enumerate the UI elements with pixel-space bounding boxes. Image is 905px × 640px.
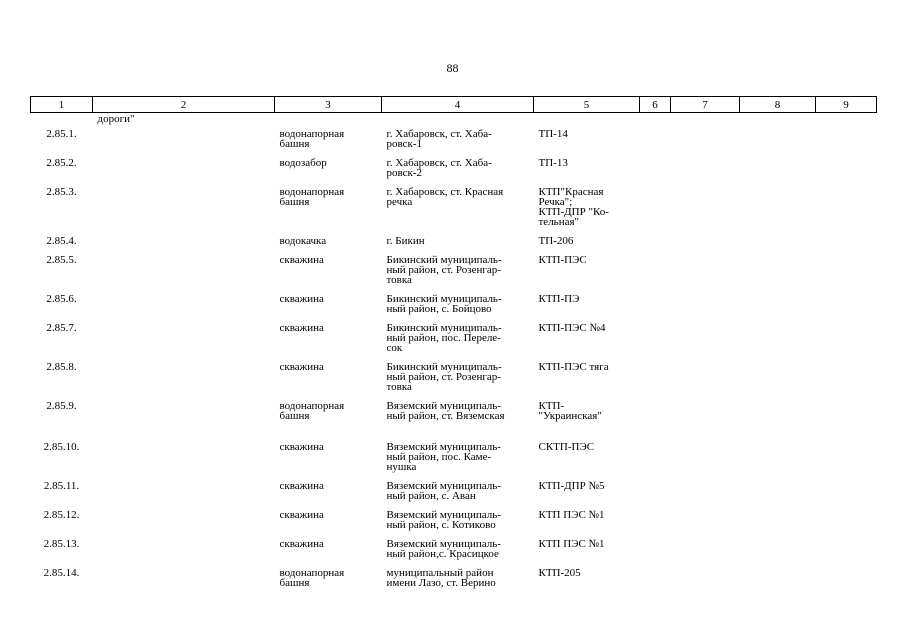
cell-col-7 xyxy=(671,397,740,438)
header-col-6: 6 xyxy=(640,97,671,113)
cell-col-6 xyxy=(640,183,671,232)
cell-object-type: скважина xyxy=(279,480,324,492)
table-row xyxy=(31,232,877,251)
cell-object-type: скважина xyxy=(279,254,324,266)
table-row xyxy=(31,564,877,593)
cell-col-7 xyxy=(671,358,740,397)
cell-col-9 xyxy=(816,535,877,564)
cell-col-8 xyxy=(740,290,816,319)
cell-col-2 xyxy=(93,319,275,358)
cell-number: 2.85.7. xyxy=(46,322,77,334)
cell-number: 2.85.8. xyxy=(46,361,77,373)
continuation-text: дороги" xyxy=(97,113,135,125)
table-row xyxy=(31,477,877,506)
cell-col-7 xyxy=(671,290,740,319)
cell-col-7 xyxy=(671,438,740,477)
cell-location: Бикинский муниципаль- ный район, с. Бойцово xyxy=(386,293,502,315)
cell-object-type: водозабор xyxy=(279,157,327,169)
cell-col-9 xyxy=(816,319,877,358)
cell-col-2 xyxy=(93,154,275,183)
cell-col-6 xyxy=(640,232,671,251)
cell-substation: ТП-206 xyxy=(538,235,574,247)
cell-col-8 xyxy=(740,154,816,183)
table-row xyxy=(31,319,877,358)
cell-object-type: водокачка xyxy=(279,235,327,247)
cell-col-2 xyxy=(93,232,275,251)
cell-col-2 xyxy=(93,358,275,397)
cell-col-9 xyxy=(816,125,877,154)
cell-col-9 xyxy=(816,251,877,290)
cell-substation: КТП-205 xyxy=(538,567,581,579)
cell-col-2 xyxy=(93,397,275,438)
cell-location: г. Бикин xyxy=(386,235,425,247)
cell-col-8 xyxy=(740,477,816,506)
cell-object-type: водонапорная башня xyxy=(279,128,345,150)
cell-location: Вяземский муниципаль- ный район, ст. Вяземская xyxy=(386,400,505,422)
cell-col-6 xyxy=(640,477,671,506)
table-row xyxy=(31,506,877,535)
data-table xyxy=(30,96,877,593)
cell-col-2 xyxy=(93,535,275,564)
header-col-9: 9 xyxy=(816,97,877,113)
cell-col-7 xyxy=(671,125,740,154)
table-row xyxy=(31,397,877,438)
cell-object-type: скважина xyxy=(279,293,324,305)
cell-col-8 xyxy=(740,251,816,290)
cell-col-8 xyxy=(740,397,816,438)
table-header xyxy=(31,97,877,113)
table-row xyxy=(31,358,877,397)
cell-object-type: скважина xyxy=(279,538,324,550)
header-col-5: 5 xyxy=(534,97,640,113)
cell-number: 2.85.14. xyxy=(43,567,80,579)
page-number: 88 xyxy=(446,61,459,75)
cell-object-type: скважина xyxy=(279,322,324,334)
header-col-8: 8 xyxy=(740,97,816,113)
cell-substation: КТП ПЭС №1 xyxy=(538,538,605,550)
cell-col-9 xyxy=(816,183,877,232)
cell-col-8 xyxy=(740,319,816,358)
cell-location: Бикинский муниципаль- ный район, ст. Розенгар- товка xyxy=(386,254,502,286)
cell-col-2 xyxy=(93,251,275,290)
cell-col-7 xyxy=(671,251,740,290)
cell-col-9 xyxy=(816,506,877,535)
cell-col-7 xyxy=(671,564,740,593)
cell-number: 2.85.12. xyxy=(43,509,80,521)
table-row xyxy=(31,183,877,232)
cell-col-9 xyxy=(816,477,877,506)
cell-col-7 xyxy=(671,319,740,358)
cell-location: муниципальный район имени Лазо, ст. Верино xyxy=(386,567,496,589)
table-row xyxy=(31,125,877,154)
cell-substation: КТП-ПЭ xyxy=(538,293,580,305)
cell-col-6 xyxy=(640,564,671,593)
cell-number: 2.85.10. xyxy=(43,441,80,453)
cell-location: г. Хабаровск, ст. Хаба- ровск-2 xyxy=(386,157,492,179)
header-col-4: 4 xyxy=(382,97,534,113)
cell-location: г. Хабаровск, ст. Хаба- ровск-1 xyxy=(386,128,492,150)
cell-number: 2.85.11. xyxy=(43,480,80,492)
cell-object-type: водонапорная башня xyxy=(279,567,345,589)
cell-col-9 xyxy=(816,564,877,593)
cell-col-6 xyxy=(640,506,671,535)
cell-object-type: скважина xyxy=(279,441,324,453)
cell-location: Бикинский муниципаль- ный район, пос. Переле- сок xyxy=(386,322,502,354)
cell-col-7 xyxy=(671,506,740,535)
cell-object-type: скважина xyxy=(279,361,324,373)
cell-substation: КТП-ПЭС тяга xyxy=(538,361,609,373)
cell-object-type: водонапорная башня xyxy=(279,186,345,208)
cell-location: г. Хабаровск, ст. Красная речка xyxy=(386,186,504,208)
cell-col-2 xyxy=(93,477,275,506)
cell-col-7 xyxy=(671,232,740,251)
cell-number: 2.85.3. xyxy=(46,186,77,198)
cell-col-8 xyxy=(740,125,816,154)
cell-location: Вяземский муниципаль- ный район, пос. Каме- нушка xyxy=(386,441,501,473)
cell-col-7 xyxy=(671,477,740,506)
cell-substation: КТП- "Украинская" xyxy=(538,400,602,422)
cell-substation: СКТП-ПЭС xyxy=(538,441,595,453)
continuation-row xyxy=(31,113,877,126)
cell-location: Вяземский муниципаль- ный район,с. Красицкое xyxy=(386,538,501,560)
cell-col-7 xyxy=(671,535,740,564)
cell-col-9 xyxy=(816,438,877,477)
cell-col-6 xyxy=(640,358,671,397)
cell-col-8 xyxy=(740,183,816,232)
cell-number: 2.85.6. xyxy=(46,293,77,305)
cell-col-6 xyxy=(640,125,671,154)
header-col-2: 2 xyxy=(93,97,275,113)
cell-col-8 xyxy=(740,232,816,251)
cell-location: Бикинский муниципаль- ный район, ст. Розенгар- товка xyxy=(386,361,502,393)
cell-col-9 xyxy=(816,290,877,319)
cell-object-type: водонапорная башня xyxy=(279,400,345,422)
cell-number: 2.85.5. xyxy=(46,254,77,266)
cell-col-6 xyxy=(640,438,671,477)
cell-col-9 xyxy=(816,154,877,183)
cell-number: 2.85.13. xyxy=(43,538,80,550)
cell-col-8 xyxy=(740,438,816,477)
cell-object-type: скважина xyxy=(279,509,324,521)
cell-col-2 xyxy=(93,506,275,535)
header-col-1: 1 xyxy=(31,97,93,113)
table-row xyxy=(31,438,877,477)
cell-col-2 xyxy=(93,290,275,319)
cell-col-8 xyxy=(740,506,816,535)
header-col-7: 7 xyxy=(671,97,740,113)
cell-col-7 xyxy=(671,154,740,183)
cell-location: Вяземский муниципаль- ный район, с. Котиково xyxy=(386,509,501,531)
table-row xyxy=(31,535,877,564)
cell-number: 2.85.1. xyxy=(46,128,77,140)
cell-substation: КТП-ДПР №5 xyxy=(538,480,605,492)
cell-substation: ТП-14 xyxy=(538,128,568,140)
cell-number: 2.85.4. xyxy=(46,235,77,247)
cell-col-6 xyxy=(640,154,671,183)
cell-col-6 xyxy=(640,535,671,564)
cell-col-8 xyxy=(740,358,816,397)
cell-col-6 xyxy=(640,251,671,290)
cell-col-6 xyxy=(640,290,671,319)
table-row xyxy=(31,290,877,319)
cell-number: 2.85.9. xyxy=(46,400,77,412)
cell-col-2 xyxy=(93,438,275,477)
cell-col-7 xyxy=(671,183,740,232)
cell-col-9 xyxy=(816,232,877,251)
cell-substation: ТП-13 xyxy=(538,157,568,169)
table-row xyxy=(31,154,877,183)
cell-col-6 xyxy=(640,319,671,358)
table-body xyxy=(31,113,877,594)
cell-col-8 xyxy=(740,535,816,564)
cell-number: 2.85.2. xyxy=(46,157,77,169)
cell-col-9 xyxy=(816,397,877,438)
table-row xyxy=(31,251,877,290)
cell-substation: КТП"Красная Речка"; КТП-ДПР "Ко- тельная" xyxy=(538,186,609,228)
cell-col-2 xyxy=(93,564,275,593)
cell-substation: КТП-ПЭС xyxy=(538,254,587,266)
cell-substation: КТП ПЭС №1 xyxy=(538,509,605,521)
header-col-3: 3 xyxy=(275,97,382,113)
cell-col-8 xyxy=(740,564,816,593)
cell-col-2 xyxy=(93,183,275,232)
cell-col-6 xyxy=(640,397,671,438)
cell-col-2 xyxy=(93,125,275,154)
cell-location: Вяземский муниципаль- ный район, с. Аван xyxy=(386,480,501,502)
cell-col-9 xyxy=(816,358,877,397)
cell-substation: КТП-ПЭС №4 xyxy=(538,322,606,334)
